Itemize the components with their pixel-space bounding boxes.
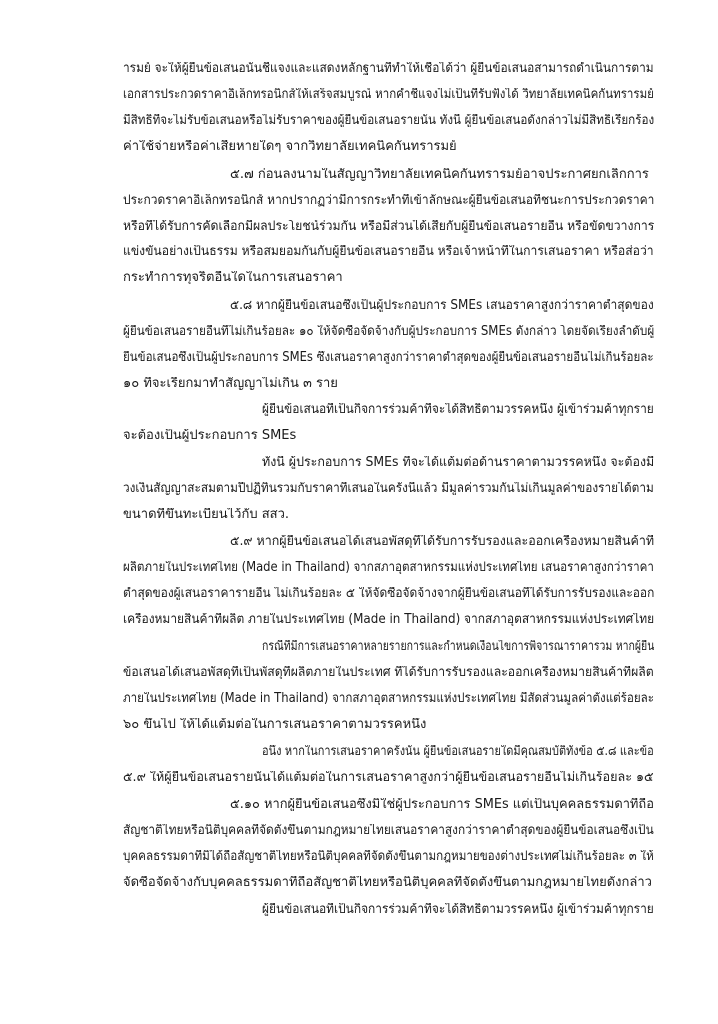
- text-line: อนึ่ง หากในการเสนอราคาครั้งนั้น ผู้ยื่นข้อเสนอรายใดมีคุณสมบัติทั้งข้อ ๕.๘ และข้อ: [262, 745, 654, 758]
- text-line: ๑๐ ที่จะเรียกมาทำสัญญาไม่เกิน ๓ ราย: [123, 377, 338, 390]
- text-line: ๕.๑๐ หากผู้ยื่นข้อเสนอซึ่งมิใช่ผู้ประกอบการ SMEs แต่เป็นบุคคลธรรมดาที่ถือ: [230, 798, 654, 811]
- text-line: ผู้ยื่นข้อเสนอรายอื่นที่ไม่เกินร้อยละ ๑๐ ให้จัดซื้อจัดจ้างกับผู้ประกอบการ SMEs ดังกล่าว โดยจัดเรียงลำดับผู้: [123, 325, 654, 338]
- text-line: ขนาดที่ขึ้นทะเบียนไว้กับ สสว.: [123, 508, 290, 521]
- text-line: กรณีที่มีการเสนอราคาหลายรายการและกำหนดเงื่อนไขการพิจารณาราคารวม หากผู้ยื่น: [262, 640, 654, 653]
- text-line: ภายในประเทศไทย (Made in Thailand) จากสภาอุตสาหกรรมแห่งประเทศไทย มีสัดส่วนมูลค่าตั้งแต่ร้อยละ: [123, 692, 654, 705]
- text-line: ผลิตภายในประเทศไทย (Made in Thailand) จากสภาอุตสาหกรรมแห่งประเทศไทย เสนอราคาสูงกว่าราคา: [123, 561, 654, 574]
- text-line: ต่ำสุดของผู้เสนอราคารายอื่น ไม่เกินร้อยละ ๕ ให้จัดซื้อจัดจ้างจากผู้ยื่นข้อเสนอที่ได้รับการรับรองและออก: [123, 587, 654, 600]
- text-line: ข้อเสนอได้เสนอพัสดุที่เป็นพัสดุที่ผลิตภายในประเทศ ที่ได้รับการรับรองและออกเครื่องหมายสินค้าที่ผลิต: [123, 666, 654, 679]
- text-line: ทั้งนี้ ผู้ประกอบการ SMEs ที่จะได้แต้มต่อด้านราคาตามวรรคหนึ่ง จะต้องมี: [262, 456, 654, 469]
- text-line: กระทำการทุจริตอื่นใดในการเสนอราคา: [123, 271, 343, 284]
- text-line: ผู้ยื่นข้อเสนอที่เป็นกิจการร่วมค้าที่จะได้สิทธิตามวรรคหนึ่ง ผู้เข้าร่วมค้าทุกราย: [262, 903, 654, 916]
- text-line: สัญชาติไทยหรือนิติบุคคลที่จัดตั้งขึ้นตามกฎหมายไทยเสนอราคาสูงกว่าราคาต่ำสุดของผู้ยื่นข้อเสนอซึ่งเป็น: [123, 824, 654, 837]
- text-line: จะต้องเป็นผู้ประกอบการ SMEs: [123, 429, 297, 442]
- text-line: ๕.๗ ก่อนลงนามในสัญญาวิทยาลัยเทคนิคกันทรารมย์อาจประกาศยกเลิกการ: [230, 168, 649, 181]
- text-line: หรือที่ได้รับการคัดเลือกมีผลประโยชน์ร่วมกัน หรือมีส่วนได้เสียกับผู้ยื่นข้อเสนอรายอื่น หรือขัดขวางการ: [123, 220, 654, 233]
- text-line: เครื่องหมายสินค้าที่ผลิต ภายในประเทศไทย (Made in Thailand) จากสภาอุตสาหกรรมแห่งประเทศไทย: [123, 613, 654, 626]
- text-line: ค่าใช้จ่ายหรือค่าเสียหายใดๆ จากวิทยาลัยเทคนิคกันทรารมย์: [123, 140, 457, 153]
- text-line: ยื่นข้อเสนอซึ่งเป็นผู้ประกอบการ SMEs ซึ่งเสนอราคาสูงกว่าราคาต่ำสุดของผู้ยื่นข้อเสนอรายอื่นไม่เกินร้อยละ: [123, 351, 654, 364]
- text-line: ๕.๘ หากผู้ยื่นข้อเสนอซึ่งเป็นผู้ประกอบการ SMEs เสนอราคาสูงกว่าราคาต่ำสุดของ: [230, 299, 654, 312]
- text-line: ๖๐ ขึ้นไป ให้ได้แต้มต่อในการเสนอราคาตามวรรคหนึ่ง: [123, 718, 427, 731]
- text-line: แข่งขันอย่างเป็นธรรม หรือสมยอมกันกับผู้ยื่นข้อเสนอรายอื่น หรือเจ้าหน้าที่ในการเสนอราคา หรือส่อว่า: [123, 245, 654, 258]
- text-line: ๕.๙ หากผู้ยื่นข้อเสนอได้เสนอพัสดุที่ได้รับการรับรองและออกเครื่องหมายสินค้าที่: [230, 535, 654, 548]
- text-line: ประกวดราคาอิเล็กทรอนิกส์ หากปรากฏว่ามีการกระทำที่เข้าลักษณะผู้ยื่นข้อเสนอที่ชนะการประกวดราคา: [123, 194, 654, 207]
- text-line: มีสิทธิที่จะไม่รับข้อเสนอหรือไม่รับราคาของผู้ยื่นข้อเสนอรายนั้น ทั้งนี้ ผู้ยื่นข้อเสนอดังกล่าวไม่มีสิทธิเรียกร้อง: [123, 114, 654, 127]
- text-line: ผู้ยื่นข้อเสนอที่เป็นกิจการร่วมค้าที่จะได้สิทธิตามวรรคหนึ่ง ผู้เข้าร่วมค้าทุกราย: [262, 403, 654, 416]
- text-line: ารมย์ จะให้ผู้ยื่นข้อเสนอนั้นชี้แจงและแสดงหลักฐานที่ทำให้เชื่อได้ว่า ผู้ยื่นข้อเสนอสามารถดำเนินการตาม: [123, 62, 654, 75]
- text-line: จัดซื้อจัดจ้างกับบุคคลธรรมดาที่ถือสัญชาติไทยหรือนิติบุคคลที่จัดตั้งขึ้นตามกฎหมายไทยดังกล่าว: [123, 876, 652, 889]
- text-line: บุคคลธรรมดาที่มิได้ถือสัญชาติไทยหรือนิติบุคคลที่จัดตั้งขึ้นตามกฎหมายของต่างประเทศไม่เกินร้อยละ ๓ ให้: [123, 850, 654, 863]
- text-line: ๕.๙ ให้ผู้ยื่นข้อเสนอรายนั้นได้แต้มต่อในการเสนอราคาสูงกว่าผู้ยื่นข้อเสนอรายอื่นไม่เกินร้อยละ ๑๕: [123, 771, 654, 784]
- text-line: เอกสารประกวดราคาอิเล็กทรอนิกส์ให้เสร็จสมบูรณ์ หากคำชี้แจงไม่เป็นที่รับฟังได้ วิทยาลัยเทคนิคกันทรารมย์: [123, 88, 654, 101]
- text-line: วงเงินสัญญาสะสมตามปีปฏิทินรวมกับราคาที่เสนอในครั้งนี้แล้ว มีมูลค่ารวมกันไม่เกินมูลค่าของรายได้ตาม: [123, 482, 654, 495]
